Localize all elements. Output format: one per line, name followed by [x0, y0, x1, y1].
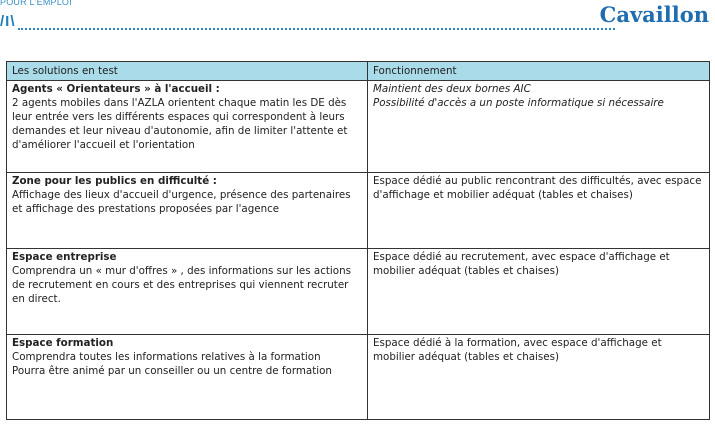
solution-cell: [7, 249, 368, 335]
table-row: [7, 173, 710, 249]
solution-cell: [7, 335, 368, 420]
function-description: Espace dédié à la formation, avec espace d'affichage et mobilier adéquat (tables et chaises): [373, 337, 662, 363]
function-cell: [368, 249, 710, 335]
organization-name: POUR L'EMPLOI: [0, 0, 72, 7]
table-header-row: [7, 62, 710, 81]
solution-cell: [7, 173, 368, 249]
column-header-solutions: Les solutions en test: [7, 62, 368, 81]
logo-mark: /I\: [0, 13, 16, 30]
solution-title: Espace formation: [12, 337, 114, 349]
solution-title: Espace entreprise: [12, 251, 117, 263]
solution-description: Comprendra un « mur d'offres » , des informations sur les actions de recrutement en cours et des entreprises qui viennent recruter en direct.: [12, 265, 351, 305]
solution-description-line: Comprendra toutes les informations relatives à la formation: [12, 351, 321, 363]
table-row: [7, 249, 710, 335]
function-cell: [368, 173, 710, 249]
solution-description: 2 agents mobiles dans l'AZLA orientent chaque matin les DE dès leur entrée vers les différents espaces qui correspondent à leurs demandes et leur niveau d'autonomie, afin de limiter l'attente et d'améliorer l'accueil et l'orientation: [12, 97, 348, 151]
solution-cell: [7, 81, 368, 173]
solution-title: Zone pour les publics en difficulté :: [12, 175, 217, 187]
function-line: Possibilité d'accès a un poste informatique si nécessaire: [373, 97, 664, 109]
page-title: Cavaillon: [599, 2, 709, 27]
solutions-table: [6, 61, 710, 420]
dotted-divider: [18, 28, 615, 30]
table-row: [7, 81, 710, 173]
table-row: [7, 335, 710, 420]
function-description: Espace dédié au public rencontrant des difficultés, avec espace d'affichage et mobilier adéquat (tables et chaises): [373, 175, 702, 201]
solution-description: Affichage des lieux d'accueil d'urgence, présence des partenaires et affichage des prestations proposées par l'agence: [12, 189, 351, 215]
function-line: Maintient des deux bornes AIC: [373, 83, 531, 95]
solution-title: Agents « Orientateurs » à l'accueil :: [12, 83, 220, 95]
function-description: Espace dédié au recrutement, avec espace d'affichage et mobilier adéquat (tables et chaises): [373, 251, 670, 277]
column-header-fonctionnement: Fonctionnement: [368, 62, 710, 81]
function-cell: [368, 335, 710, 420]
function-cell: [368, 81, 710, 173]
solution-description-line: Pourra être animé par un conseiller ou un centre de formation: [12, 365, 332, 377]
